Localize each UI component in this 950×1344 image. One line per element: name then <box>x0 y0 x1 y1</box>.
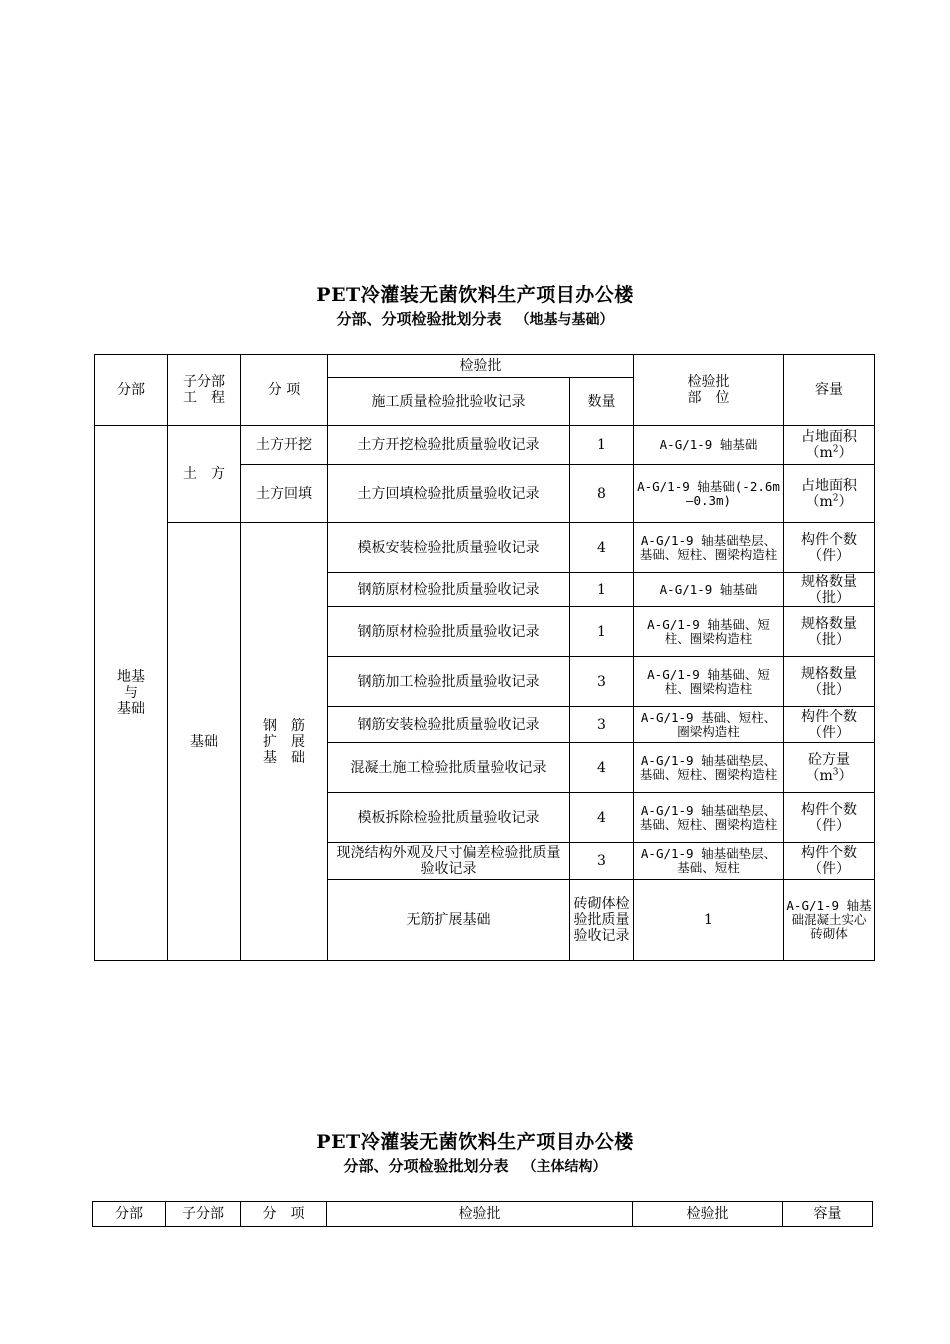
fenbu-line2: 与 <box>124 685 138 701</box>
subdivision-tufang: 土 方 <box>168 426 241 523</box>
location-cell: A-G/1-9 轴基础 <box>634 426 784 465</box>
header-zifenbu-line2: 工 程 <box>183 390 225 406</box>
fenbu-cell <box>95 426 168 961</box>
count-cell: 4 <box>570 793 634 843</box>
count-cell: 4 <box>570 743 634 793</box>
table-subtitle-2 <box>0 1155 950 1176</box>
subtitle-category-2: （主体结构） <box>522 1159 607 1175</box>
table-row <box>95 523 875 573</box>
header-location-line2: 部 位 <box>687 390 730 406</box>
capacity-cell <box>784 573 875 607</box>
capacity-unit-exp: 2 <box>832 492 839 503</box>
header-capacity-2: 容量 <box>783 1202 873 1227</box>
item-gangjin-kuozhan <box>241 523 328 961</box>
header-capacity: 容量 <box>784 355 875 426</box>
record-cell: 土方回填检验批质量验收记录 <box>328 465 570 523</box>
capacity-unit: （件） <box>808 861 850 877</box>
count-cell: 3 <box>570 843 634 880</box>
capacity-label: 构件个数 <box>801 708 857 725</box>
capacity-label: 构件个数 <box>801 845 857 861</box>
header-zifenbu-line1: 子分部 <box>183 374 225 390</box>
fenbu-line3: 基础 <box>117 701 145 717</box>
table-row <box>95 426 875 465</box>
fenbu-line1: 地基 <box>117 669 145 685</box>
location-cell: A-G/1-9 轴基础垫层、基础、短柱、圈梁构造柱 <box>634 793 784 843</box>
capacity-cell <box>784 793 875 843</box>
capacity-unit-text: （m <box>805 767 833 784</box>
count-cell: 3 <box>570 657 634 707</box>
item-gangjin-line2: 扩 展 <box>263 733 305 750</box>
subtitle-text: 分部、分项检验批划分表 <box>336 310 502 328</box>
record-cell: 混凝土施工检验批质量验收记录 <box>328 743 570 793</box>
item-gangjin-line1: 钢 筋 <box>263 717 305 734</box>
record-cell: 钢筋加工检验批质量验收记录 <box>328 657 570 707</box>
location-cell: A-G/1-9 轴基础垫层、基础、短柱、圈梁构造柱 <box>634 523 784 573</box>
capacity-unit: （件） <box>808 817 850 834</box>
location-cell: A-G/1-9 轴基础垫层、基础、短柱 <box>634 843 784 880</box>
subdivision-jichu: 基础 <box>168 523 241 961</box>
capacity-unit: （件） <box>808 547 850 564</box>
count-cell: 1 <box>570 573 634 607</box>
capacity-unit-text: （m <box>805 493 833 510</box>
header-zifenbu <box>168 355 241 426</box>
header-location <box>634 355 784 426</box>
capacity-unit <box>786 445 872 461</box>
page-title: PET冷灌装无菌饮料生产项目办公楼 <box>316 284 634 306</box>
record-cell: 钢筋原材检验批质量验收记录 <box>328 607 570 657</box>
location-cell: A-G/1-9 轴基础(-2.6m—0.3m) <box>634 465 784 523</box>
capacity-unit <box>786 494 872 510</box>
header-fenbu: 分部 <box>95 355 168 426</box>
record-cell: 钢筋安装检验批质量验收记录 <box>328 707 570 743</box>
header-zifenbu-2: 子分部 <box>166 1202 241 1227</box>
capacity-label: 规格数量 <box>801 573 857 590</box>
capacity-label: 规格数量 <box>801 615 857 632</box>
header-location-line1: 检验批 <box>687 374 730 390</box>
capacity-unit-exp: 2 <box>832 444 839 455</box>
header-count: 数量 <box>570 378 634 426</box>
capacity-label: 规格数量 <box>801 665 857 682</box>
subtitle-category: （地基与基础） <box>515 312 614 328</box>
item-cell: 土方开挖 <box>241 426 328 465</box>
capacity-cell <box>784 843 875 880</box>
capacity-cell <box>784 607 875 657</box>
count-cell: 4 <box>570 523 634 573</box>
record-cell: 钢筋原材检验批质量验收记录 <box>328 573 570 607</box>
header-fenxiang-2: 分 项 <box>241 1202 327 1227</box>
capacity-label: 占地面积 <box>801 429 857 445</box>
capacity-unit: （批） <box>808 589 850 606</box>
capacity-label: 占地面积 <box>801 477 857 494</box>
capacity-cell <box>784 707 875 743</box>
capacity-cell <box>784 743 875 793</box>
record-cell: 土方开挖检验批质量验收记录 <box>328 426 570 465</box>
capacity-label: 构件个数 <box>801 801 857 818</box>
table-subtitle <box>0 308 950 329</box>
page-title-2: PET冷灌装无菌饮料生产项目办公楼 <box>316 1131 634 1153</box>
count-cell: 1 <box>634 880 784 961</box>
count-cell: 8 <box>570 465 634 523</box>
inspection-batch-table-foundation <box>94 354 875 961</box>
record-cell: 砖砌体检验批质量验收记录 <box>570 880 634 961</box>
capacity-cell <box>784 523 875 573</box>
location-cell: A-G/1-9 轴基础垫层、基础、短柱、圈梁构造柱 <box>634 743 784 793</box>
record-cell: 模板安装检验批质量验收记录 <box>328 523 570 573</box>
count-cell: 3 <box>570 707 634 743</box>
capacity-unit-close: ） <box>838 445 853 461</box>
location-cell: A-G/1-9 轴基础、短柱、圈梁构造柱 <box>634 657 784 707</box>
header-jianyanpi: 检验批 <box>328 355 634 378</box>
item-cell: 无筋扩展基础 <box>328 880 570 961</box>
header-location-2: 检验批 <box>633 1202 783 1227</box>
capacity-unit <box>786 768 872 784</box>
record-cell: 现浇结构外观及尺寸偏差检验批质量验收记录 <box>328 843 570 880</box>
location-cell: A-G/1-9 基础、短柱、圈梁构造柱 <box>634 707 784 743</box>
item-cell: 土方回填 <box>241 465 328 523</box>
capacity-unit: （批） <box>808 681 850 698</box>
location-cell: A-G/1-9 轴基础 <box>634 573 784 607</box>
header-fenxiang: 分 项 <box>241 355 328 426</box>
capacity-cell <box>784 657 875 707</box>
capacity-label: 构件个数 <box>801 531 857 548</box>
header-jianyanpi-2: 检验批 <box>327 1202 633 1227</box>
location-cell: A-G/1-9 轴基础、短柱、圈梁构造柱 <box>634 607 784 657</box>
capacity-label: 砼方量 <box>808 751 850 768</box>
subtitle-text-2: 分部、分项检验批划分表 <box>343 1157 509 1175</box>
inspection-batch-table-main-structure <box>92 1201 873 1227</box>
capacity-cell <box>784 426 875 465</box>
header-fenbu-2: 分部 <box>93 1202 166 1227</box>
capacity-unit-text: （m <box>805 445 833 461</box>
capacity-unit: （件） <box>808 724 850 741</box>
capacity-unit-close: ） <box>838 493 853 510</box>
capacity-unit-close: ） <box>838 767 853 784</box>
count-cell: 1 <box>570 607 634 657</box>
record-cell: 模板拆除检验批质量验收记录 <box>328 793 570 843</box>
capacity-unit: （批） <box>808 631 850 648</box>
count-cell: 1 <box>570 426 634 465</box>
capacity-cell <box>784 465 875 523</box>
location-cell: A-G/1-9 轴基础混凝土实心砖砌体 <box>784 880 875 961</box>
item-gangjin-line3: 基 础 <box>263 749 305 766</box>
capacity-unit-exp: 3 <box>832 766 839 777</box>
header-record: 施工质量检验批验收记录 <box>328 378 570 426</box>
